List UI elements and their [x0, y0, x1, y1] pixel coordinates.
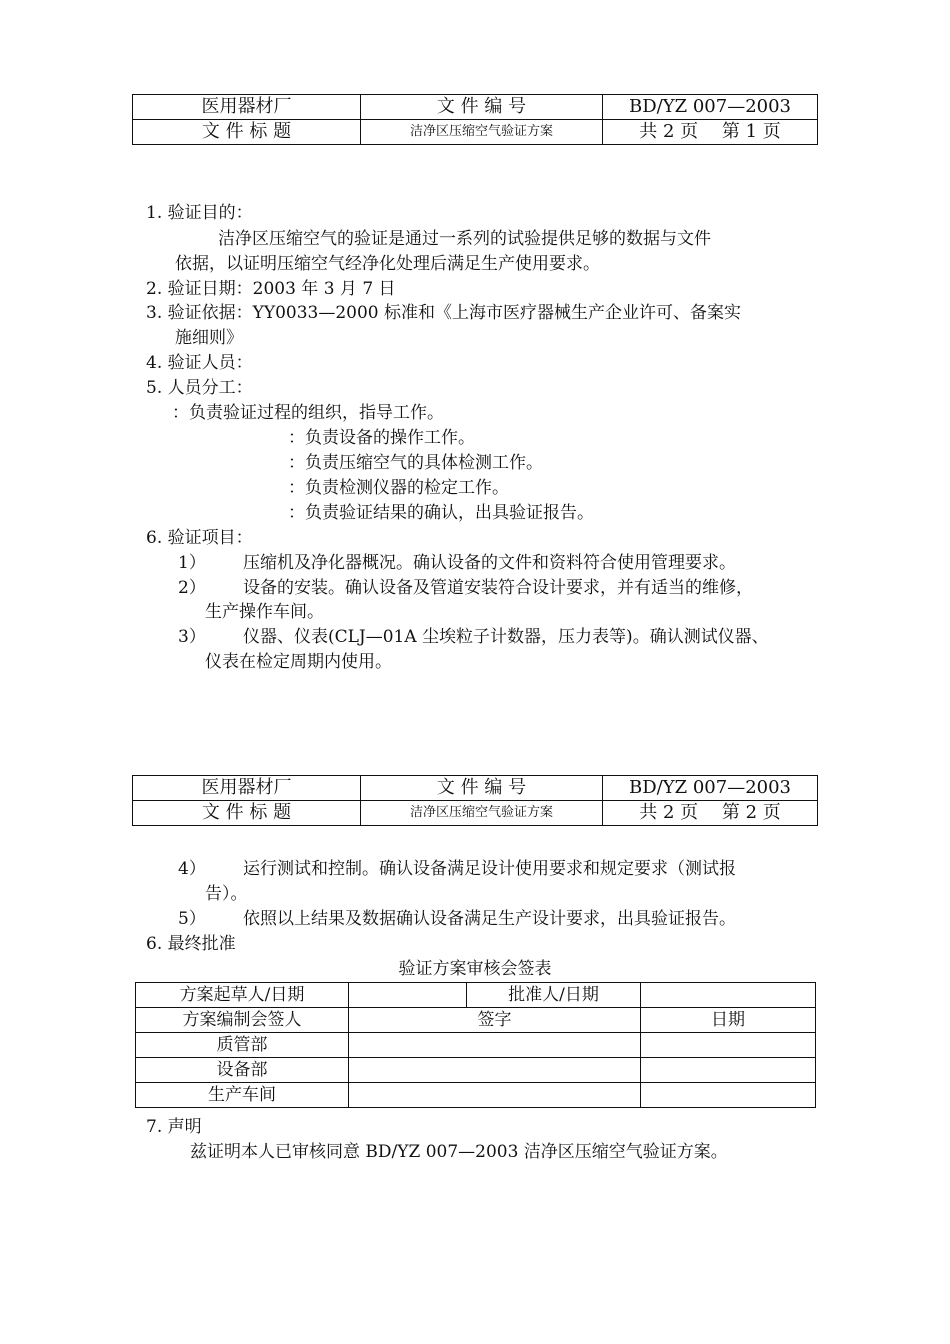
item-number: 1） [178, 553, 206, 573]
duty-line: ：负责压缩空气的具体检测工作。 [288, 453, 543, 473]
drafter-value-cell [349, 983, 467, 1008]
document-header-page-1 [132, 94, 818, 145]
department-name: 设备部 [136, 1058, 349, 1083]
department-name: 质管部 [136, 1033, 349, 1058]
section-6-items: 6. 验证项目： [146, 528, 253, 548]
table-row [136, 1008, 816, 1033]
drafter-label: 方案起草人/日期 [136, 983, 349, 1008]
signoff-table-title: 验证方案审核会签表 [398, 959, 552, 979]
signoff-table [135, 982, 816, 1108]
table-row [136, 983, 816, 1008]
table-row [136, 1083, 816, 1108]
table-row [136, 1058, 816, 1083]
column-header-sign: 签字 [349, 1008, 641, 1033]
section-5-division: 5. 人员分工： [146, 378, 253, 398]
department-name: 生产车间 [136, 1083, 349, 1108]
page-count: 共 2 页 第 2 页 [603, 801, 818, 826]
item-number: 2） [178, 578, 206, 598]
duty-line: ：负责验证过程的组织，指导工作。 [172, 403, 444, 423]
item-text: 仪器、仪表(CLJ—01A 尘埃粒子计数器，压力表等)。确认测试仪器、 [243, 627, 769, 647]
duty-line: ：负责设备的操作工作。 [288, 428, 475, 448]
section-7-declaration: 7. 声明 [146, 1117, 202, 1137]
section-2-date: 2. 验证日期：2003 年 3 月 7 日 [146, 279, 396, 299]
doc-title: 洁净区压缩空气验证方案 [361, 120, 603, 145]
document-header-page-2 [132, 775, 818, 826]
section-3-basis-line-2: 施细则》 [175, 328, 243, 348]
doc-title: 洁净区压缩空气验证方案 [361, 801, 603, 826]
approver-value-cell [641, 983, 816, 1008]
table-row [136, 1033, 816, 1058]
company-name: 医用器材厂 [133, 95, 361, 120]
duty-line: ：负责验证结果的确认，出具验证报告。 [288, 503, 594, 523]
item-number: 5） [178, 909, 206, 929]
duty-line: ：负责检测仪器的检定工作。 [288, 478, 509, 498]
declaration-text: 兹证明本人已审核同意 BD/YZ 007—2003 洁净区压缩空气验证方案。 [190, 1142, 728, 1162]
item-text: 设备的安装。确认设备及管道安装符合设计要求，并有适当的维修， [243, 578, 753, 598]
doc-number-label: 文 件 编 号 [361, 95, 603, 120]
column-header-date: 日期 [641, 1008, 816, 1033]
item-number: 4） [178, 859, 206, 879]
signature-cell [349, 1083, 641, 1108]
date-cell [641, 1058, 816, 1083]
item-text-continued: 告）。 [205, 884, 248, 904]
item-text: 压缩机及净化器概况。确认设备的文件和资料符合使用管理要求。 [243, 553, 736, 573]
doc-title-label: 文 件 标 题 [133, 801, 361, 826]
signature-cell [349, 1058, 641, 1083]
item-text: 运行测试和控制。确认设备满足设计使用要求和规定要求（测试报 [243, 859, 736, 879]
section-1-paragraph-line-2: 依据，以证明压缩空气经净化处理后满足生产使用要求。 [175, 254, 600, 274]
signature-cell [349, 1033, 641, 1058]
doc-title-label: 文 件 标 题 [133, 120, 361, 145]
item-text: 依照以上结果及数据确认设备满足生产设计要求，出具验证报告。 [243, 909, 736, 929]
section-3-basis-line-1: 3. 验证依据：YY0033—2000 标准和《上海市医疗器械生产企业许可、备案实 [146, 303, 741, 323]
section-1-heading: 1. 验证目的： [146, 203, 253, 223]
item-text-continued: 仪表在检定周期内使用。 [205, 652, 392, 672]
item-number: 3） [178, 627, 206, 647]
approver-label: 批准人/日期 [467, 983, 641, 1008]
item-text-continued: 生产操作车间。 [205, 602, 324, 622]
doc-number: BD/YZ 007—2003 [603, 776, 818, 801]
page-count: 共 2 页 第 1 页 [603, 120, 818, 145]
company-name: 医用器材厂 [133, 776, 361, 801]
doc-number: BD/YZ 007—2003 [603, 95, 818, 120]
section-1-paragraph-line-1: 洁净区压缩空气的验证是通过一系列的试验提供足够的数据与文件 [218, 229, 711, 249]
doc-number-label: 文 件 编 号 [361, 776, 603, 801]
date-cell [641, 1033, 816, 1058]
section-6-final-approval: 6. 最终批准 [146, 934, 236, 954]
sign-label: 方案编制会签人 [136, 1008, 349, 1033]
section-4-personnel: 4. 验证人员： [146, 353, 253, 373]
date-cell [641, 1083, 816, 1108]
